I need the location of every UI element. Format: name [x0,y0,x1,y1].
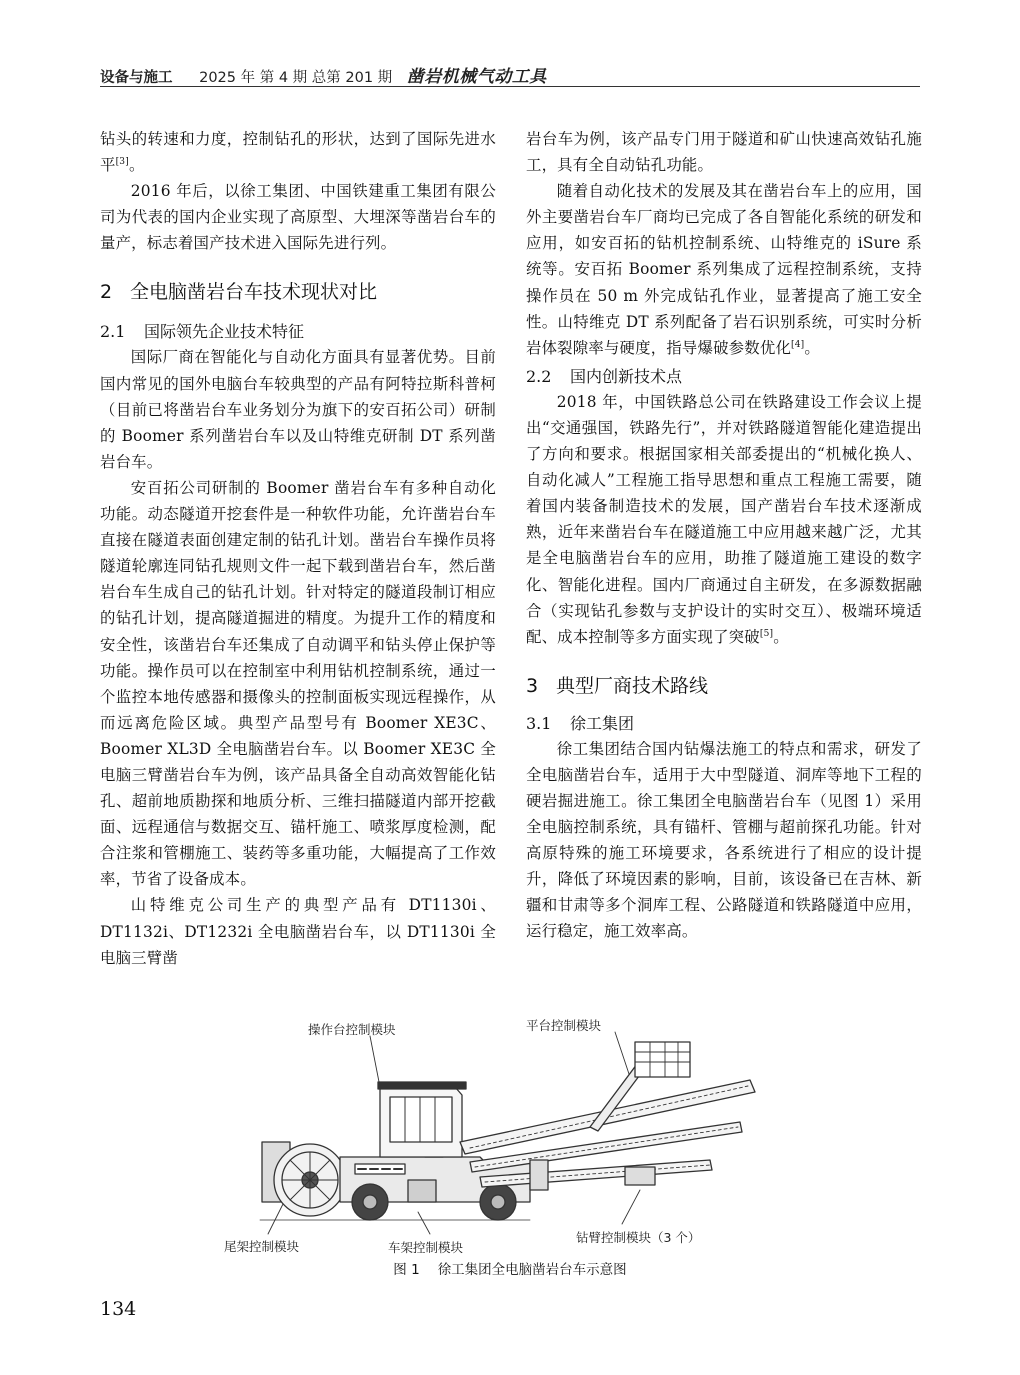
paragraph: 徐工集团结合国内钻爆法施工的特点和需求，研发了全电脑凿岩台车，适用于大中型隧道、洞库等地下工程的硬岩掘进施工。徐工集团全电脑凿岩台车（见图 1）采用全电脑控制系统，具有锚杆、管棚与超前探孔功能。针对高原特殊的施工环境要求，各系统进行了相应的设计提升，降低了环境因素的影响，目前，该设备已在吉林、新疆和甘肃等多个洞库工程、公路隧道和铁路隧道中应用，运行稳定，施工效率高。 [526,739,922,941]
label-chassis-module: 车架控制模块 [388,1240,464,1255]
citation[interactable]: [5] [759,628,774,639]
journal-logo: 凿岩机械气动工具 [406,67,547,87]
label-platform-module: 平台控制模块 [526,1018,602,1033]
header-rule [100,86,920,87]
paragraph: 岩台车为例，该产品专门用于隧道和矿山快速高效钻孔施工，具有全自动钻孔功能。 [526,130,922,175]
label-operator-module: 操作台控制模块 [308,1022,396,1037]
figure-caption: 图 1 徐工集团全电脑凿岩台车示意图 [393,1262,627,1278]
subsection-heading: 2.2 国内创新技术点 [526,366,683,386]
paragraph: 随着自动化技术的发展及其在凿岩台车上的应用，国外主要凿岩台车厂商均已完成了各自智能化系统的研发和应用，如安百拓的钻机控制系统、山特维克的 iSure 系统等。安百拓 Boomer 系列集成了远程控制系统，支持操作员在 50 m 外完成钻孔作业，显著提高了施工安全性。山特维克 DT 系列配备了岩石识别系统，可实时分析岩体裂隙率与硬度，指导爆破参数优化[4]。 [526,182,922,357]
section-heading: 2 全电脑凿岩台车技术现状对比 [100,281,378,304]
page-number: 134 [100,1298,137,1320]
leader-line [622,1190,640,1224]
citation[interactable]: [3] [115,157,129,168]
header-section: 设备与施工 [100,70,173,86]
subsection-heading: 2.1 国际领先企业技术特征 [100,322,305,342]
label-tail-module: 尾架控制模块 [224,1239,300,1254]
citation[interactable]: [4] [791,339,805,350]
paragraph: 2018 年，中国铁路总公司在铁路建设工作会议上提出“交通强国，铁路先行”，并对铁路隧道智能化建造提出了方向和要求。根据国家相关部委提出的“机械化换人、自动化减人”工程施工指导思想和重点工程施工需要，随着国内装备制造技术的发展，国产凿岩台车技术逐渐成熟，近年来凿岩台车在隧道施工中应用越来越广泛，尤其是全电脑凿岩台车的应用，助推了隧道施工建设的数字化、智能化进程。国内厂商通过自主研发，在多源数据融合（实现钻孔参数与支护设计的实时交互）、极端环境适配、成本控制等多方面实现了突破[5]。 [526,392,922,646]
work-platform [590,1042,690,1131]
header-issue: 2025 年 第 4 期 总第 201 期 [199,70,393,86]
left-column [100,126,496,971]
paragraph: 山特维克公司生产的典型产品有 DT1130i、DT1132i、DT1232i 全电脑凿岩台车，以 DT1130i 全电脑三臂凿 [100,896,496,967]
running-header [100,62,920,87]
section-heading: 3 典型厂商技术路线 [526,674,709,697]
drill-jumbo-illustration [230,1012,790,1257]
subsection-heading: 3.1 徐工集团 [526,713,635,733]
label-boom-module: 钻臂控制模块（3 个） [576,1230,701,1245]
paragraph: 2016 年后，以徐工集团、中国铁建重工集团有限公司为代表的国内企业实现了高原型、大埋深等凿岩台车的量产，标志着国产技术进入国际先进行列。 [100,182,496,253]
wheel [480,1184,516,1220]
paragraph: 安百拓公司研制的 Boomer 凿岩台车有多种自动化功能。动态隧道开挖套件是一种软件功能，允许凿岩台车直接在隧道表面创建定制的钻孔计划。凿岩台车操作员将隧道轮廓连同钻孔规则文件一起下载到凿岩台车，然后凿岩台车生成自己的钻孔计划。针对特定的隧道段制订相应的钻孔计划，提高隧道掘进的精度。为提升工作的精度和安全性，该凿岩台车还集成了自动调平和钻头停止保护等功能。操作员可以在控制室中利用钻机控制系统，通过一个监控本地传感器和摄像头的控制面板实现远程操作，从而远离危险区域。典型产品型号有 Boomer XE3C、Boomer XL3D 全电脑凿岩台车。以 Boomer XE3C 全电脑三臂凿岩台车为例，该产品具备全自动高效智能化钻孔、超前地质勘探和地质分析、三维扫描隧道内部开挖截面、远程通信与数据交互、锚杆施工、喷浆厚度检测，配合注浆和管棚施工、装药等多重功能，大幅提高了工作效率，节省了设备成本。 [100,478,496,889]
right-column [526,126,922,945]
leader-line [615,1032,630,1077]
leader-line [370,1036,380,1087]
leader-line [268,1200,285,1234]
leader-line [418,1212,430,1234]
figure-drill-jumbo [224,1012,790,1277]
cable-reel [262,1142,346,1216]
paragraph: 国际厂商在智能化与自动化方面具有显著优势。目前国内常见的国外电脑台车较典型的产品有阿特拉斯科普柯（目前已将凿岩台车业务划分为旗下的安百拓公司）研制的 Boomer 系列凿岩台车以及山特维克研制 DT 系列凿岩台车。 [100,348,496,471]
paragraph: 钻头的转速和力度，控制钻孔的形状，达到了国际先进水平[3]。 [100,130,496,175]
operator-cab [378,1082,466,1157]
wheel [352,1184,388,1220]
